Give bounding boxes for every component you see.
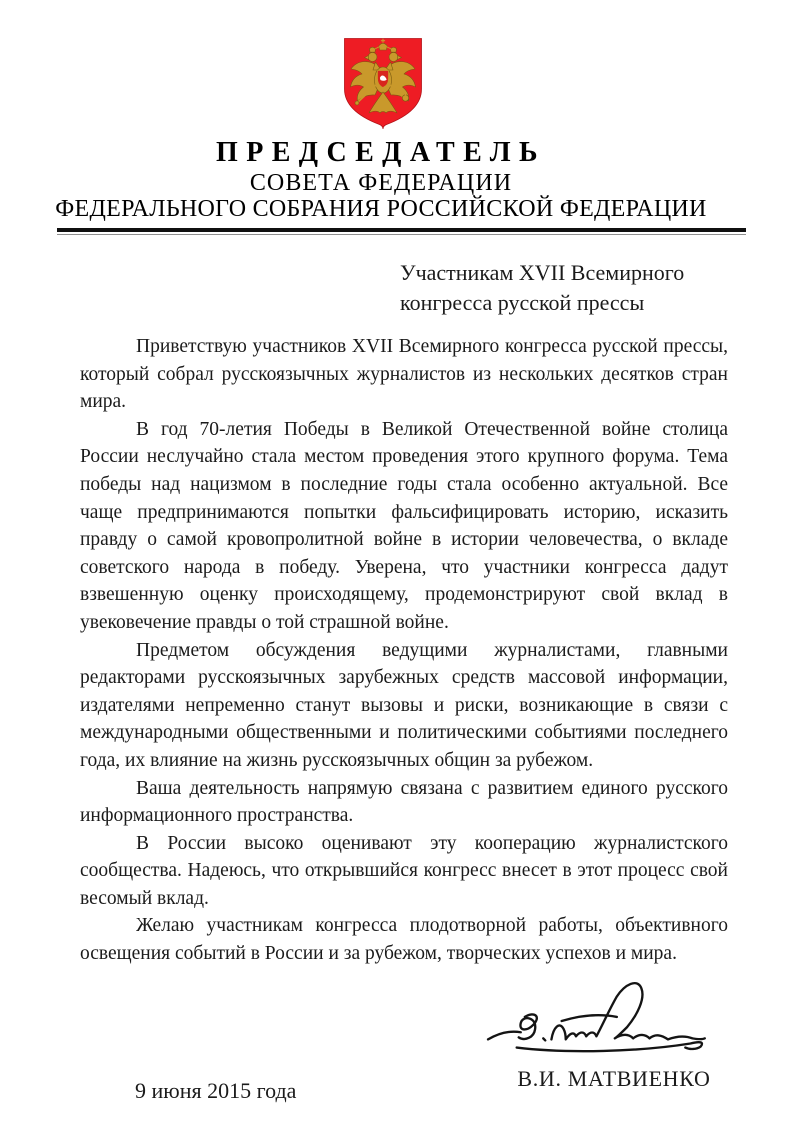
paragraph-appreciation: В России высоко оценивают эту кооперацию журналистского сообщества. Надеюсь, что открывшийся конгресс внесет в этот процесс свой весомый вклад. — [80, 832, 728, 909]
paragraph-victory: В год 70-летия Победы в Великой Отечественной войне столица России неслучайно стала местом проведения этого крупного форума. Тема победы над нацизмом в последние годы стала особенно актуальной. Все чаще предпринимаются попытки фальсифицировать историю, исказить правду о самой кровопролитной войне в истории человечества, о вкладе советского народа в победу. Уверена, что участники конгресса дадут взвешенную оценку происходящему, продемонстрируют свой вклад в увековечение правды о той страшной войне. — [80, 418, 728, 633]
addressee-line-1: Участникам XVII Всемирного — [400, 260, 685, 285]
divider-thin-line — [57, 234, 746, 235]
letterhead-subtitle-2: ФЕДЕРАЛЬНОГО СОБРАНИЯ РОССИЙСКОЙ ФЕДЕРАЦИИ — [55, 196, 707, 222]
divider-thick-line — [57, 228, 746, 232]
russia-coat-of-arms-icon — [342, 36, 424, 129]
addressee-line-2: конгресса русской прессы — [400, 290, 645, 315]
letter-date: 9 июня 2015 года — [135, 1078, 297, 1103]
letter-body — [80, 333, 728, 968]
letterhead-divider — [57, 228, 746, 235]
paragraph-greeting: Приветствую участников XVII Всемирного конгресса русской прессы, который собрал русскоязычных журналистов из нескольких десятков стран мира. — [80, 336, 728, 413]
handwritten-signature-icon — [486, 980, 716, 1062]
letterhead-title: ПРЕДСЕДАТЕЛЬ — [216, 137, 546, 168]
paragraph-agenda: Предметом обсуждения ведущими журналистами, главными редакторами русскоязычных зарубежных средств массовой информации, издателями непременно станут вызовы и риски, возникающие в связи с международными общественными и политическими событиями последнего года, их влияние на жизнь русскоязычных общин за рубежом. — [80, 639, 728, 771]
paragraph-activity: Ваша деятельность напрямую связана с развитием единого русского информационного пространства. — [80, 777, 728, 827]
letterhead-subtitle-1: СОВЕТА ФЕДЕРАЦИИ — [249, 170, 513, 196]
paragraph-wishes: Желаю участникам конгресса плодотворной работы, объективного освещения событий в России и за рубежом, творческих успехов и мира. — [80, 915, 728, 965]
signer-name: В.И. МАТВИЕНКО — [517, 1066, 711, 1091]
addressee-block — [400, 258, 684, 318]
